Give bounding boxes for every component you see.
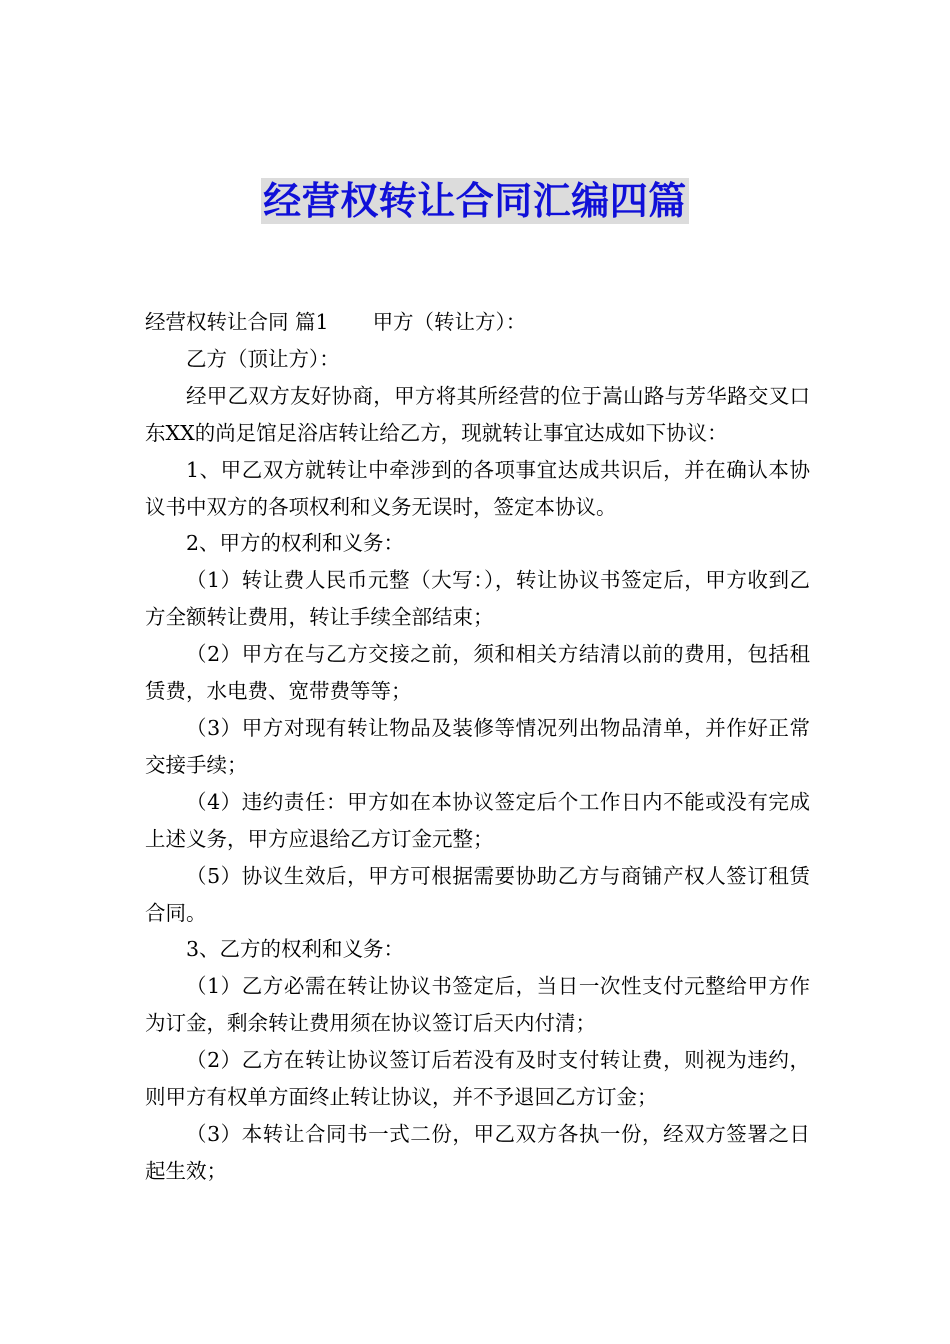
document-body xyxy=(145,304,810,1190)
paragraph: （1）乙方必需在转让协议书签定后，当日一次性支付元整给甲方作为订金，剩余转让费用须在协议签订后天内付清； xyxy=(145,974,810,1036)
paragraph: 经甲乙双方友好协商，甲方将其所经营的位于嵩山路与芳华路交叉口东XX的尚足馆足浴店转让给乙方，现就转让事宜达成如下协议： xyxy=(145,383,810,445)
document-title: 经营权转让合同汇编四篇 xyxy=(263,179,687,223)
paragraph: 2、甲方的权利和义务： xyxy=(186,531,405,556)
paragraph: 3、乙方的权利和义务： xyxy=(186,937,405,962)
paragraph: 1、甲乙双方就转让中牵涉到的各项事宜达成共识后，并在确认本协议书中双方的各项权利和义务无误时，签定本协议。 xyxy=(145,457,810,519)
paragraph: （1）转让费人民币元整（大写：），转让协议书签定后，甲方收到乙方全额转让费用，转让手续全部结束； xyxy=(145,568,810,630)
paragraph: 乙方（顶让方）： xyxy=(186,346,340,371)
paragraph: （5）协议生效后，甲方可根据需要协助乙方与商铺产权人签订租赁合同。 xyxy=(145,863,810,925)
party-a-label: 甲方（转让方）： xyxy=(372,310,527,334)
paragraph: （4）违约责任：甲方如在本协议签定后个工作日内不能或没有完成上述义务，甲方应退给乙方订金元整； xyxy=(145,789,810,851)
paragraph: （3）本转让合同书一式二份，甲乙双方各执一份，经双方签署之日起生效； xyxy=(145,1121,810,1183)
paragraph: （2）甲方在与乙方交接之前，须和相关方结清以前的费用，包括租赁费，水电费、宽带费等等； xyxy=(145,642,810,704)
paragraph: （3）甲方对现有转让物品及装修等情况列出物品清单，并作好正常交接手续； xyxy=(145,715,810,777)
contract-section-title: 经营权转让合同 篇1 xyxy=(145,310,329,334)
contract-heading-line xyxy=(145,304,810,341)
title-container xyxy=(0,178,950,224)
paragraph: （2）乙方在转让协议签订后若没有及时支付转让费，则视为违约，则甲方有权单方面终止转让协议，并不予退回乙方订金； xyxy=(145,1048,810,1110)
